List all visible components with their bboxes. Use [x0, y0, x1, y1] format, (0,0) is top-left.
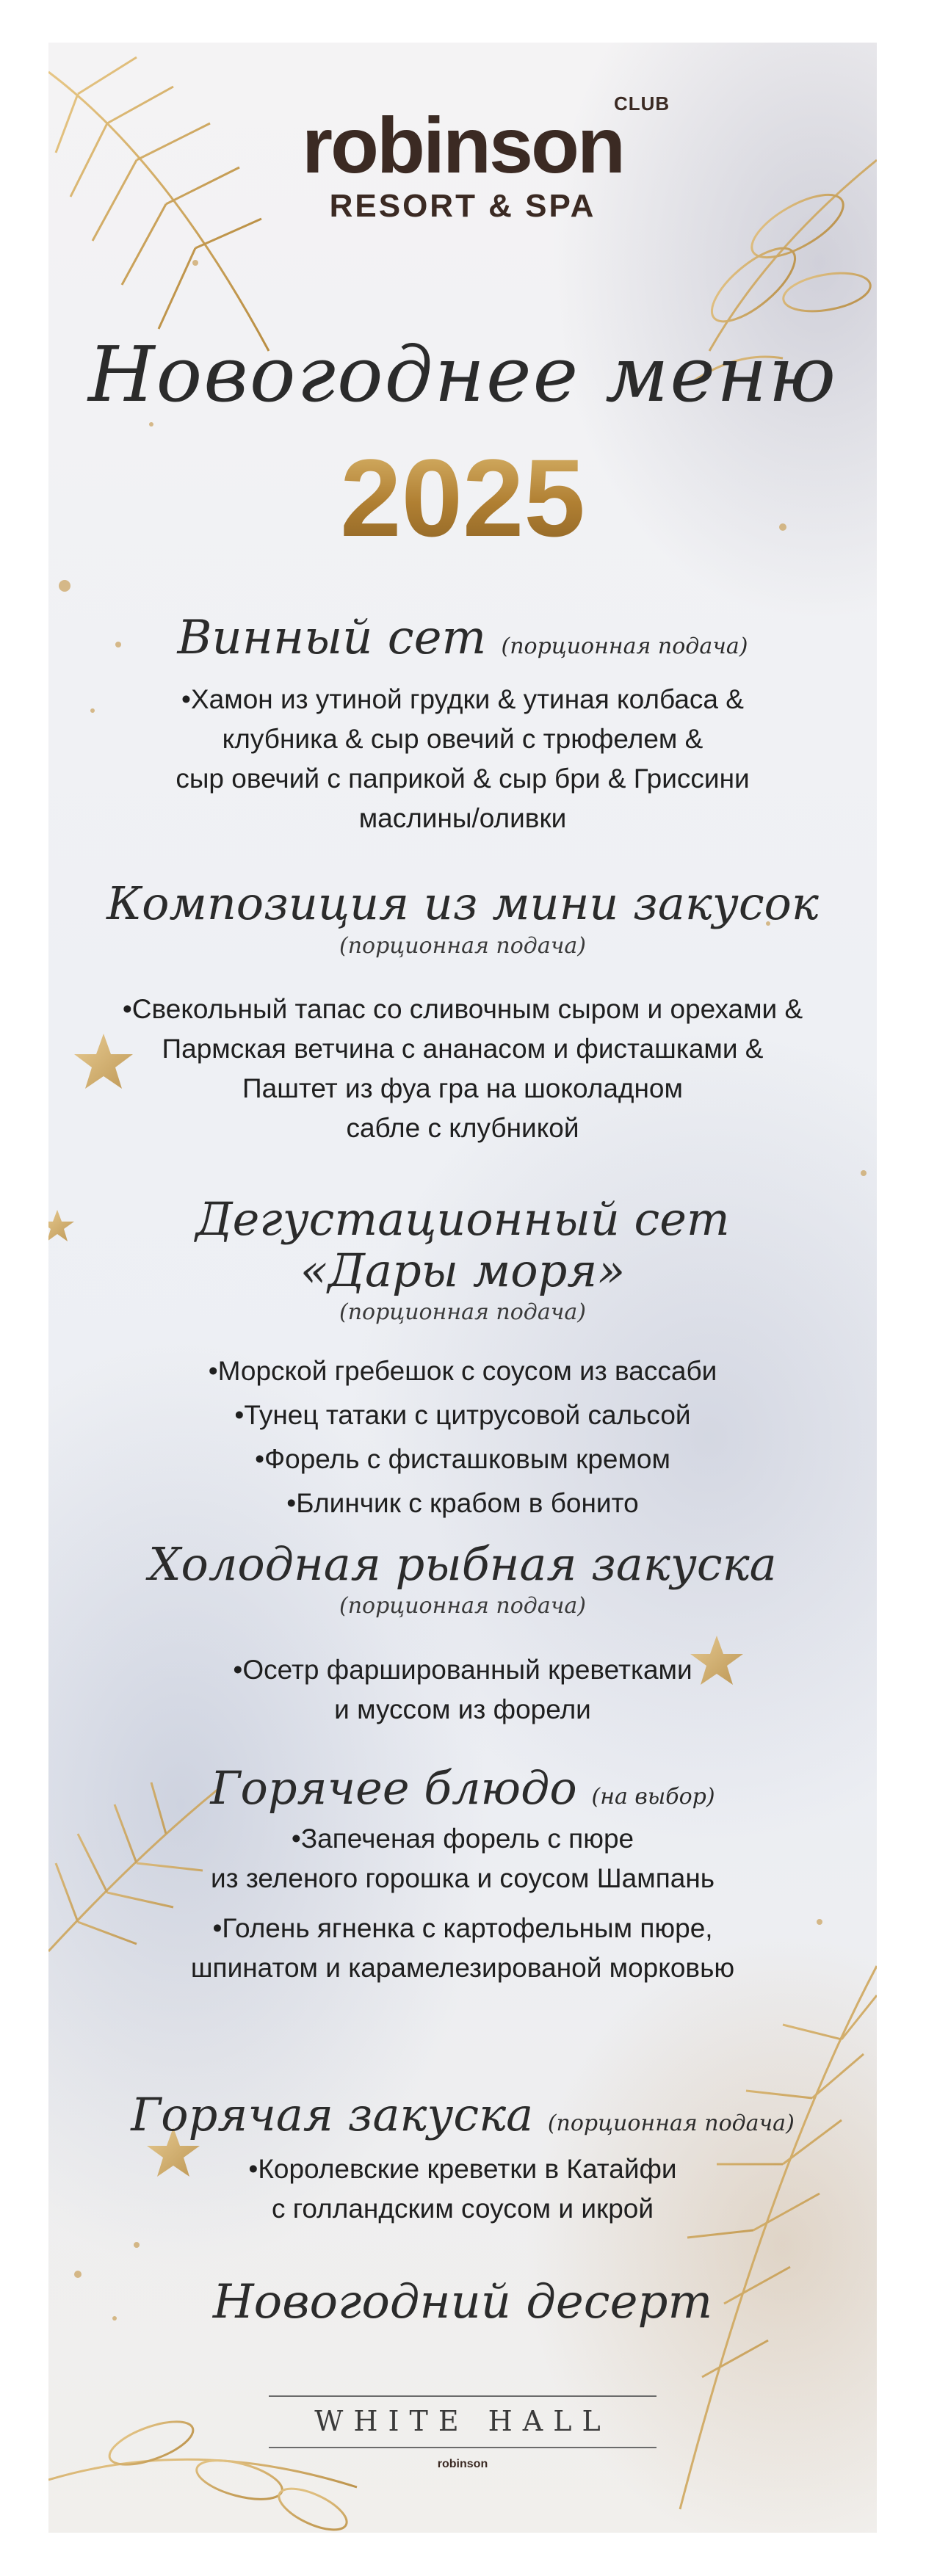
- footer-divider-bottom: [269, 2447, 656, 2448]
- menu-item-line: из зеленого горошка и соусом Шампань: [210, 1863, 715, 1893]
- section-heading-dessert: Новогодний десерт: [212, 2275, 713, 2329]
- menu-item-line: •Запеченая форель с пюре: [291, 1824, 634, 1854]
- section-heading-gifts-of-sea: «Дары моря»: [300, 1244, 626, 1297]
- menu-item-line: и муссом из форели: [334, 1694, 591, 1724]
- section-heading-tasting-set: Дегустационный сет: [195, 1192, 730, 1246]
- menu-item-line: маслины/оливки: [358, 803, 567, 833]
- section-items-cold-fish: [48, 1650, 877, 1730]
- section-note: (порционная подача): [339, 933, 586, 959]
- section-note: (порционная подача): [501, 634, 748, 659]
- section-note: (порционная подача): [339, 1299, 586, 1325]
- menu-item-line: •Блинчик с крабом в бонито: [286, 1488, 639, 1518]
- menu-item-line: клубника & сыр овечий с трюфелем &: [222, 724, 703, 754]
- menu-item-line: сабле с клубникой: [346, 1113, 579, 1143]
- logo-tagline: RESORT & SPA: [329, 188, 596, 224]
- menu-item-line: •Хамон из утиной грудки & утиная колбаса &: [181, 684, 744, 714]
- section-heading-mini-snacks: Композиция из мини закусок: [106, 877, 819, 930]
- section-title: Горячее блюдо: [210, 1761, 577, 1815]
- section-note: (на выбор): [591, 1784, 715, 1810]
- section-items-mini-snacks: [48, 990, 877, 1148]
- section-items-wine-set: [48, 680, 877, 838]
- section-heading-hot-snack: [48, 2088, 877, 2141]
- menu-item-line: •Королевские креветки в Катайфи: [248, 2154, 677, 2184]
- menu-card: [48, 43, 877, 2533]
- menu-item-line: сыр овечий с паприкой & сыр бри & Гриссини: [176, 763, 750, 794]
- venue-name: WHITE HALL: [314, 2405, 611, 2437]
- section-items-hot-dish: [48, 1819, 877, 1988]
- menu-item-line: Паштет из фуа гра на шоколадном: [242, 1073, 683, 1103]
- robinson-logo: robinson: [302, 101, 623, 189]
- menu-item-line: •Тунец татаки с цитрусовой сальсой: [234, 1400, 691, 1430]
- section-title: Винный сет: [177, 611, 487, 665]
- section-heading-wine-set: [48, 611, 877, 665]
- menu-item-line: Пармская ветчина с ананасом и фисташками &: [162, 1034, 764, 1064]
- menu-year: 2025: [48, 443, 877, 553]
- footer-divider-top: [269, 2395, 656, 2397]
- footer-brand-logo: robinson: [437, 2458, 488, 2470]
- menu-item-line: •Голень ягненка с картофельным пюре,: [212, 1913, 713, 1943]
- menu-item-line: •Свекольный тапас со сливочным сыром и орехами &: [122, 994, 803, 1024]
- section-note: (порционная подача): [339, 1593, 586, 1619]
- menu-item-line: с голландским соусом и икрой: [271, 2194, 654, 2224]
- section-items-hot-snack: [48, 2149, 877, 2229]
- section-heading-hot-dish: [48, 1761, 877, 1815]
- section-items-tasting-set: [48, 1349, 877, 1525]
- logo-club-text: CLUB: [614, 92, 670, 115]
- menu-item-line: шпинатом и карамелезированой морковью: [190, 1953, 735, 1983]
- section-title: Горячая закуска: [131, 2088, 534, 2141]
- section-heading-cold-fish: Холодная рыбная закуска: [148, 1537, 777, 1591]
- menu-title: Новогоднее меню: [87, 330, 838, 419]
- menu-item-line: •Морской гребешок с соусом из вассаби: [208, 1356, 717, 1386]
- menu-item-line: •Форель с фисташковым кремом: [255, 1444, 670, 1474]
- section-note: (порционная подача): [547, 2111, 795, 2136]
- menu-item-line: •Осетр фаршированный креветками: [233, 1655, 692, 1685]
